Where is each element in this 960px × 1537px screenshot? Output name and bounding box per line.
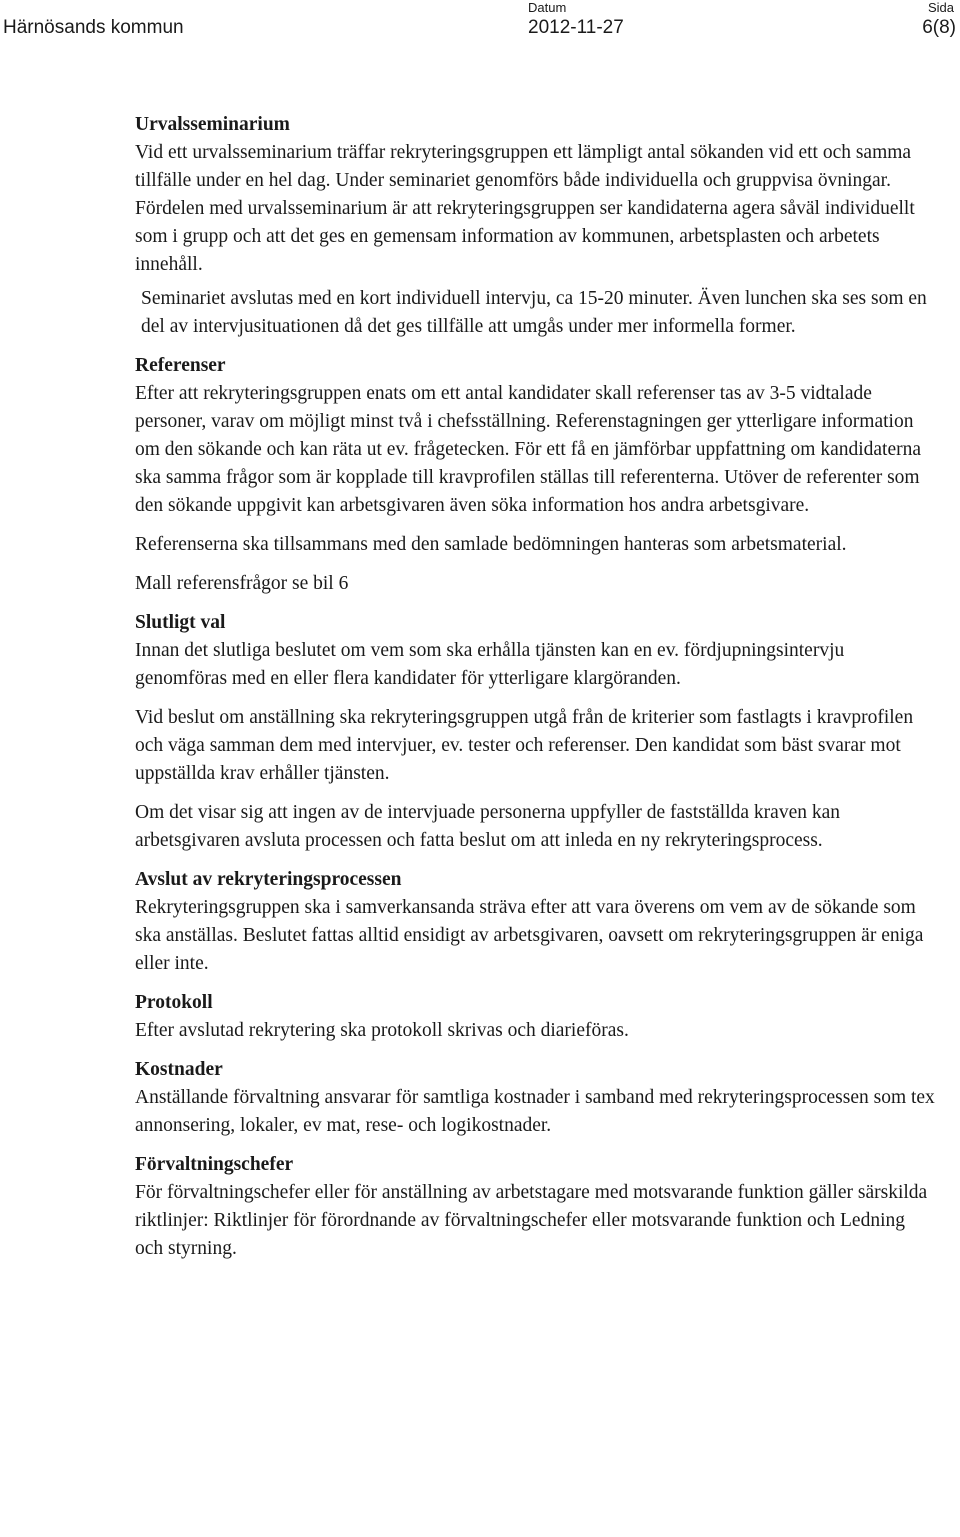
paragraph: Seminariet avslutas med en kort individuell intervju, ca 15-20 minuter. Även lunchen ska ses som en del av intervjusituationen då det ges tillfälle att umgås under mer informella former. [141,288,927,337]
section-heading: Urvalsseminarium [135,114,290,135]
section-avslut [135,866,935,978]
paragraph: För förvaltningschefer eller för anställning av arbetstagare med motsvarande funktion gäller särskilda riktlinjer: Riktlinjer för förordnande av förvaltningschefer eller motsvarande funktion och Ledning och styrning. [135,1182,928,1259]
date-label: Datum [528,0,567,15]
section-protokoll [135,989,935,1045]
section-heading: Referenser [135,355,226,376]
paragraph: Mall referensfrågor se bil 6 [135,573,349,594]
section-slutligt-val [135,609,935,855]
section-urvalsseminarium [135,111,935,341]
organization-name: Härnösands kommun [3,17,184,38]
paragraph: Efter att rekryteringsgruppen enats om ett antal kandidater skall referenser tas av 3-5 vidtalade personer, varav om möjligt minst två i chefsställning. Referenstagningen ger ytterligare information om den sökande och kan räta ut ev. frågetecken. För ett få en jämförbar uppfattning om kandidaterna ska samma frågor som är kopplade till kravprofilen ställas till referenterna. Utöver de referenter som den sökande uppgivit kan arbetsgivaren även söka information hos andra arbetsgivare. [135,383,922,516]
paragraph: Rekryteringsgruppen ska i samverkansanda sträva efter att vara överens om vem av de sökande som ska anställas. Beslutet fattas alltid ensidigt av arbetsgivaren, oavsett om rekryteringsgruppen är eniga eller inte. [135,897,924,974]
section-forvaltningschefer [135,1151,935,1263]
section-referenser [135,352,935,598]
paragraph: Vid beslut om anställning ska rekryteringsgruppen utgå från de kriterier som fastlagts i kravprofilen och väga samman dem med intervjuer, ev. tester och referenser. Den kandidat som bäst svarar mot uppställda krav erhåller tjänsten. [135,707,914,784]
page-label: Sida [927,0,954,15]
page-number: 6(8) [922,17,956,38]
paragraph: Fördelen med urvalsseminarium är att rekryteringsgruppen ser kandidaterna agera såväl individuellt som i grupp och att det ges en gemensam information av kommunen, arbetsplasten och arbetets innehåll. [135,198,915,275]
paragraph: Anställande förvaltning ansvarar för samtliga kostnader i samband med rekryteringsprocessen som tex annonsering, lokaler, ev mat, rese- och logikostnader. [135,1087,935,1136]
document-body [135,111,935,1263]
paragraph: Referenserna ska tillsammans med den samlade bedömningen hanteras som arbetsmaterial. [135,534,847,555]
section-heading: Kostnader [135,1059,223,1080]
paragraph: Vid ett urvalsseminarium träffar rekryteringsgruppen ett lämpligt antal sökanden vid ett och samma tillfälle under en hel dag. Under seminariet genomförs både individuella och gruppvisa övningar. [135,142,912,191]
section-kostnader [135,1056,935,1140]
section-heading: Slutligt val [135,612,226,633]
paragraph: Efter avslutad rekrytering ska protokoll skrivas och diarieföras. [135,1020,629,1041]
paragraph: Innan det slutliga beslutet om vem som ska erhålla tjänsten kan en ev. fördjupningsintervju genomföras med en eller flera kandidater för ytterligare klargöranden. [135,640,845,689]
document-date: 2012-11-27 [528,17,624,38]
paragraph: Om det visar sig att ingen av de intervjuade personerna uppfyller de fastställda kraven kan arbetsgivaren avsluta processen och fatta beslut om att inleda en ny rekryteringsprocess. [135,802,841,851]
page-header [0,0,960,60]
section-heading: Förvaltningschefer [135,1154,294,1175]
section-heading: Avslut av rekryteringsprocessen [135,869,402,890]
section-heading: Protokoll [135,992,213,1013]
